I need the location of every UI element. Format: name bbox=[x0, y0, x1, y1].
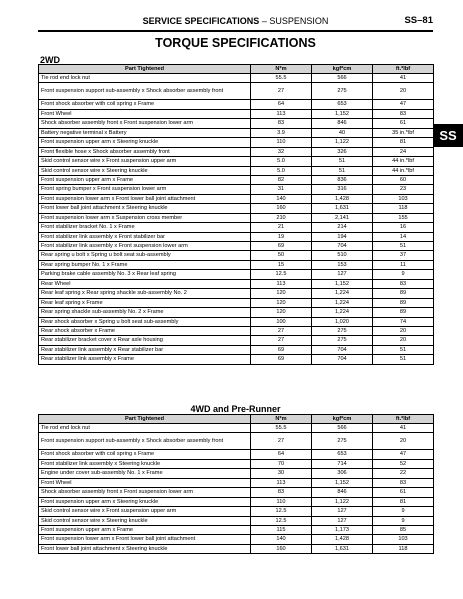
torque-ftlbf-cell: 51 bbox=[373, 242, 434, 251]
table-row bbox=[39, 478, 434, 487]
table-row bbox=[39, 317, 434, 326]
torque-nm-cell: 64 bbox=[251, 450, 312, 459]
torque-ftlbf-cell: 20 bbox=[373, 433, 434, 450]
part-tightened-cell: Front shock absorber with coil spring x Frame bbox=[39, 450, 251, 459]
torque-kgfcm-cell: 1,152 bbox=[312, 478, 373, 487]
torque-kgfcm-cell: 846 bbox=[312, 488, 373, 497]
torque-nm-cell: 50 bbox=[251, 251, 312, 260]
torque-nm-cell: 3.9 bbox=[251, 128, 312, 137]
torque-ftlbf-cell: 47 bbox=[373, 450, 434, 459]
part-tightened-cell: Front suspension upper arm x Frame bbox=[39, 525, 251, 534]
torque-kgfcm-cell: 316 bbox=[312, 185, 373, 194]
torque-ftlbf-cell: 9 bbox=[373, 270, 434, 279]
torque-table-2wd bbox=[38, 64, 434, 365]
torque-nm-cell: 83 bbox=[251, 119, 312, 128]
part-tightened-cell: Front suspension upper arm x Frame bbox=[39, 175, 251, 184]
part-tightened-cell: Tie rod end lock nut bbox=[39, 424, 251, 433]
table-row bbox=[39, 251, 434, 260]
torque-nm-cell: 83 bbox=[251, 488, 312, 497]
torque-nm-cell: 210 bbox=[251, 213, 312, 222]
part-tightened-cell: Rear leaf spring x Frame bbox=[39, 298, 251, 307]
torque-nm-cell: 69 bbox=[251, 242, 312, 251]
table-row bbox=[39, 355, 434, 364]
torque-ftlbf-cell: 44 in.*lbf bbox=[373, 157, 434, 166]
torque-nm-cell: 120 bbox=[251, 298, 312, 307]
torque-nm-cell: 70 bbox=[251, 459, 312, 468]
torque-kgfcm-cell: 566 bbox=[312, 74, 373, 83]
part-tightened-cell: Front suspension upper arm x Steering knuckle bbox=[39, 138, 251, 147]
table-row bbox=[39, 100, 434, 109]
table-row bbox=[39, 535, 434, 544]
table-row bbox=[39, 433, 434, 450]
table-row bbox=[39, 289, 434, 298]
part-tightened-cell: Front stabilizer bracket No. 1 x Frame bbox=[39, 223, 251, 232]
torque-kgfcm-cell: 275 bbox=[312, 326, 373, 335]
column-header-ftlbf: ft.*lbf bbox=[373, 65, 434, 74]
part-tightened-cell: Front lower ball joint attachment x Steering knuckle bbox=[39, 204, 251, 213]
torque-kgfcm-cell: 275 bbox=[312, 433, 373, 450]
column-header-nm: N*m bbox=[251, 415, 312, 424]
part-tightened-cell: Front suspension lower arm x Suspension cross member bbox=[39, 213, 251, 222]
table-row bbox=[39, 424, 434, 433]
torque-kgfcm-cell: 1,224 bbox=[312, 289, 373, 298]
torque-ftlbf-cell: 20 bbox=[373, 336, 434, 345]
part-tightened-cell: Rear shock absorber x Spring u bolt seat sub-assembly bbox=[39, 317, 251, 326]
torque-nm-cell: 30 bbox=[251, 469, 312, 478]
torque-ftlbf-cell: 118 bbox=[373, 544, 434, 553]
table-row bbox=[39, 194, 434, 203]
table-header-row bbox=[39, 65, 434, 74]
torque-kgfcm-cell: 1,428 bbox=[312, 535, 373, 544]
torque-ftlbf-cell: 61 bbox=[373, 488, 434, 497]
table-row bbox=[39, 270, 434, 279]
part-tightened-cell: Front suspension upper arm x Steering knuckle bbox=[39, 497, 251, 506]
torque-nm-cell: 21 bbox=[251, 223, 312, 232]
torque-ftlbf-cell: 20 bbox=[373, 326, 434, 335]
page-title: TORQUE SPECIFICATIONS bbox=[155, 36, 316, 50]
torque-nm-cell: 120 bbox=[251, 289, 312, 298]
torque-ftlbf-cell: 51 bbox=[373, 345, 434, 354]
torque-ftlbf-cell: 51 bbox=[373, 355, 434, 364]
torque-nm-cell: 140 bbox=[251, 194, 312, 203]
column-header-part: Part Tightened bbox=[39, 415, 251, 424]
part-tightened-cell: Battery negative terminal x Battery bbox=[39, 128, 251, 137]
torque-ftlbf-cell: 24 bbox=[373, 147, 434, 156]
torque-nm-cell: 5.0 bbox=[251, 166, 312, 175]
torque-kgfcm-cell: 653 bbox=[312, 100, 373, 109]
table-row bbox=[39, 450, 434, 459]
torque-ftlbf-cell: 22 bbox=[373, 469, 434, 478]
torque-ftlbf-cell: 35 in.*lbf bbox=[373, 128, 434, 137]
torque-nm-cell: 15 bbox=[251, 260, 312, 269]
torque-nm-cell: 64 bbox=[251, 100, 312, 109]
torque-ftlbf-cell: 14 bbox=[373, 232, 434, 241]
torque-kgfcm-cell: 51 bbox=[312, 166, 373, 175]
part-tightened-cell: Rear spring u bolt x Spring u bolt seat sub-assembly bbox=[39, 251, 251, 260]
torque-ftlbf-cell: 60 bbox=[373, 175, 434, 184]
torque-kgfcm-cell: 275 bbox=[312, 336, 373, 345]
torque-ftlbf-cell: 83 bbox=[373, 109, 434, 118]
table-row bbox=[39, 83, 434, 100]
part-tightened-cell: Shock absorber assembly front x Front suspension lower arm bbox=[39, 488, 251, 497]
torque-kgfcm-cell: 1,631 bbox=[312, 544, 373, 553]
torque-kgfcm-cell: 714 bbox=[312, 459, 373, 468]
torque-kgfcm-cell: 127 bbox=[312, 507, 373, 516]
torque-nm-cell: 69 bbox=[251, 345, 312, 354]
part-tightened-cell: Skid control sensor wire x Steering knuckle bbox=[39, 166, 251, 175]
torque-nm-cell: 27 bbox=[251, 83, 312, 100]
table-row bbox=[39, 128, 434, 137]
part-tightened-cell: Tie rod end lock nut bbox=[39, 74, 251, 83]
part-tightened-cell: Rear spring bumper No. 1 x Frame bbox=[39, 260, 251, 269]
torque-ftlbf-cell: 155 bbox=[373, 213, 434, 222]
torque-kgfcm-cell: 306 bbox=[312, 469, 373, 478]
torque-ftlbf-cell: 9 bbox=[373, 516, 434, 525]
table-row bbox=[39, 147, 434, 156]
torque-kgfcm-cell: 40 bbox=[312, 128, 373, 137]
table-row bbox=[39, 157, 434, 166]
table-row bbox=[39, 308, 434, 317]
part-tightened-cell: Front flexible hose x Shock absorber assembly front bbox=[39, 147, 251, 156]
torque-nm-cell: 140 bbox=[251, 535, 312, 544]
torque-nm-cell: 160 bbox=[251, 204, 312, 213]
torque-kgfcm-cell: 127 bbox=[312, 516, 373, 525]
table-row bbox=[39, 459, 434, 468]
torque-ftlbf-cell: 81 bbox=[373, 138, 434, 147]
section-label-4wd: 4WD and Pre-Runner bbox=[190, 404, 281, 414]
column-header-kgfcm: kgf*cm bbox=[312, 415, 373, 424]
torque-nm-cell: 160 bbox=[251, 544, 312, 553]
part-tightened-cell: Engine under cover sub-assembly No. 1 x Frame bbox=[39, 469, 251, 478]
table-row bbox=[39, 279, 434, 288]
torque-ftlbf-cell: 9 bbox=[373, 507, 434, 516]
torque-ftlbf-cell: 61 bbox=[373, 119, 434, 128]
torque-nm-cell: 19 bbox=[251, 232, 312, 241]
torque-kgfcm-cell: 653 bbox=[312, 450, 373, 459]
torque-ftlbf-cell: 85 bbox=[373, 525, 434, 534]
torque-kgfcm-cell: 194 bbox=[312, 232, 373, 241]
torque-ftlbf-cell: 83 bbox=[373, 478, 434, 487]
part-tightened-cell: Front stabilizer link assembly x Front suspension lower arm bbox=[39, 242, 251, 251]
torque-ftlbf-cell: 89 bbox=[373, 308, 434, 317]
table-row bbox=[39, 469, 434, 478]
torque-nm-cell: 113 bbox=[251, 109, 312, 118]
part-tightened-cell: Skid control sensor wire x Front suspension upper arm bbox=[39, 507, 251, 516]
part-tightened-cell: Rear stabilizer link assembly x Rear stabilizer bar bbox=[39, 345, 251, 354]
torque-nm-cell: 12.5 bbox=[251, 516, 312, 525]
table-row bbox=[39, 119, 434, 128]
torque-ftlbf-cell: 47 bbox=[373, 100, 434, 109]
torque-ftlbf-cell: 103 bbox=[373, 535, 434, 544]
torque-kgfcm-cell: 1,631 bbox=[312, 204, 373, 213]
part-tightened-cell: Rear shock absorber x Frame bbox=[39, 326, 251, 335]
table-row bbox=[39, 326, 434, 335]
table-row bbox=[39, 232, 434, 241]
torque-kgfcm-cell: 326 bbox=[312, 147, 373, 156]
torque-nm-cell: 82 bbox=[251, 175, 312, 184]
table-row bbox=[39, 516, 434, 525]
torque-kgfcm-cell: 2,141 bbox=[312, 213, 373, 222]
section-label-2wd: 2WD bbox=[40, 55, 60, 65]
table-row bbox=[39, 345, 434, 354]
torque-kgfcm-cell: 1,428 bbox=[312, 194, 373, 203]
part-tightened-cell: Parking brake cable assembly No. 3 x Rear leaf spring bbox=[39, 270, 251, 279]
torque-ftlbf-cell: 103 bbox=[373, 194, 434, 203]
table-row bbox=[39, 497, 434, 506]
table-row bbox=[39, 109, 434, 118]
table-row bbox=[39, 74, 434, 83]
part-tightened-cell: Rear spring shackle sub-assembly No. 2 x Frame bbox=[39, 308, 251, 317]
torque-nm-cell: 110 bbox=[251, 138, 312, 147]
part-tightened-cell: Skid control sensor wire x Front suspension upper arm bbox=[39, 157, 251, 166]
part-tightened-cell: Front suspension support sub-assembly x Shock absorber assembly front bbox=[39, 83, 251, 100]
torque-ftlbf-cell: 44 in.*lbf bbox=[373, 166, 434, 175]
table-row bbox=[39, 488, 434, 497]
torque-nm-cell: 113 bbox=[251, 478, 312, 487]
part-tightened-cell: Rear stabilizer bracket cover x Rear axle housing bbox=[39, 336, 251, 345]
torque-ftlbf-cell: 83 bbox=[373, 279, 434, 288]
torque-nm-cell: 27 bbox=[251, 336, 312, 345]
torque-ftlbf-cell: 16 bbox=[373, 223, 434, 232]
header-title bbox=[38, 14, 433, 28]
torque-nm-cell: 27 bbox=[251, 326, 312, 335]
torque-kgfcm-cell: 1,224 bbox=[312, 308, 373, 317]
table-row bbox=[39, 166, 434, 175]
part-tightened-cell: Front spring bumper x Front suspension lower arm bbox=[39, 185, 251, 194]
torque-kgfcm-cell: 704 bbox=[312, 355, 373, 364]
torque-nm-cell: 113 bbox=[251, 279, 312, 288]
section-tab-ss: SS bbox=[433, 124, 463, 147]
torque-kgfcm-cell: 214 bbox=[312, 223, 373, 232]
torque-kgfcm-cell: 1,152 bbox=[312, 109, 373, 118]
torque-nm-cell: 12.5 bbox=[251, 507, 312, 516]
torque-nm-cell: 12.5 bbox=[251, 270, 312, 279]
torque-ftlbf-cell: 23 bbox=[373, 185, 434, 194]
column-header-nm: N*m bbox=[251, 65, 312, 74]
torque-kgfcm-cell: 1,173 bbox=[312, 525, 373, 534]
part-tightened-cell: Front suspension support sub-assembly x Shock absorber assembly front bbox=[39, 433, 251, 450]
torque-kgfcm-cell: 1,020 bbox=[312, 317, 373, 326]
torque-table-4wd bbox=[38, 414, 434, 554]
torque-ftlbf-cell: 37 bbox=[373, 251, 434, 260]
torque-kgfcm-cell: 704 bbox=[312, 345, 373, 354]
table-row bbox=[39, 213, 434, 222]
torque-kgfcm-cell: 127 bbox=[312, 270, 373, 279]
part-tightened-cell: Front shock absorber with coil spring x Frame bbox=[39, 100, 251, 109]
part-tightened-cell: Front lower ball joint attachment x Steering knuckle bbox=[39, 544, 251, 553]
part-tightened-cell: Front Wheel bbox=[39, 109, 251, 118]
torque-kgfcm-cell: 1,122 bbox=[312, 138, 373, 147]
torque-nm-cell: 27 bbox=[251, 433, 312, 450]
torque-ftlbf-cell: 41 bbox=[373, 74, 434, 83]
torque-ftlbf-cell: 89 bbox=[373, 298, 434, 307]
torque-kgfcm-cell: 846 bbox=[312, 119, 373, 128]
torque-ftlbf-cell: 52 bbox=[373, 459, 434, 468]
torque-kgfcm-cell: 566 bbox=[312, 424, 373, 433]
torque-kgfcm-cell: 1,224 bbox=[312, 298, 373, 307]
torque-nm-cell: 55.5 bbox=[251, 74, 312, 83]
torque-kgfcm-cell: 510 bbox=[312, 251, 373, 260]
part-tightened-cell: Front stabilizer link assembly x Front stabilizer bar bbox=[39, 232, 251, 241]
torque-nm-cell: 31 bbox=[251, 185, 312, 194]
torque-nm-cell: 120 bbox=[251, 308, 312, 317]
table-row bbox=[39, 544, 434, 553]
page-number: SS–81 bbox=[404, 15, 433, 26]
torque-nm-cell: 32 bbox=[251, 147, 312, 156]
torque-nm-cell: 100 bbox=[251, 317, 312, 326]
torque-ftlbf-cell: 41 bbox=[373, 424, 434, 433]
table-row bbox=[39, 223, 434, 232]
torque-kgfcm-cell: 275 bbox=[312, 83, 373, 100]
table-row bbox=[39, 260, 434, 269]
part-tightened-cell: Rear Wheel bbox=[39, 279, 251, 288]
part-tightened-cell: Front stabilizer link assembly x Steering knuckle bbox=[39, 459, 251, 468]
torque-ftlbf-cell: 11 bbox=[373, 260, 434, 269]
table-row bbox=[39, 175, 434, 184]
column-header-kgfcm: kgf*cm bbox=[312, 65, 373, 74]
torque-ftlbf-cell: 74 bbox=[373, 317, 434, 326]
torque-kgfcm-cell: 1,152 bbox=[312, 279, 373, 288]
torque-kgfcm-cell: 153 bbox=[312, 260, 373, 269]
table-header-row bbox=[39, 415, 434, 424]
torque-ftlbf-cell: 118 bbox=[373, 204, 434, 213]
part-tightened-cell: Shock absorber assembly front x Front suspension lower arm bbox=[39, 119, 251, 128]
table-row bbox=[39, 525, 434, 534]
table-row bbox=[39, 507, 434, 516]
table-row bbox=[39, 138, 434, 147]
part-tightened-cell: Rear leaf spring x Rear spring shackle sub-assembly No. 2 bbox=[39, 289, 251, 298]
torque-nm-cell: 55.5 bbox=[251, 424, 312, 433]
header-divider bbox=[38, 30, 433, 32]
table-row bbox=[39, 336, 434, 345]
header-separator: – bbox=[261, 16, 267, 26]
torque-nm-cell: 69 bbox=[251, 355, 312, 364]
header-section-name: SERVICE SPECIFICATIONS bbox=[142, 16, 260, 26]
torque-ftlbf-cell: 89 bbox=[373, 289, 434, 298]
part-tightened-cell: Skid control sensor wire x Steering knuckle bbox=[39, 516, 251, 525]
table-row bbox=[39, 185, 434, 194]
torque-nm-cell: 110 bbox=[251, 497, 312, 506]
torque-ftlbf-cell: 81 bbox=[373, 497, 434, 506]
header-subject: SUSPENSION bbox=[269, 16, 329, 26]
part-tightened-cell: Front suspension lower arm x Front lower ball joint attachment bbox=[39, 535, 251, 544]
torque-nm-cell: 5.0 bbox=[251, 157, 312, 166]
torque-kgfcm-cell: 704 bbox=[312, 242, 373, 251]
torque-ftlbf-cell: 20 bbox=[373, 83, 434, 100]
table-row bbox=[39, 242, 434, 251]
part-tightened-cell: Front Wheel bbox=[39, 478, 251, 487]
page-header bbox=[38, 14, 433, 28]
part-tightened-cell: Front suspension lower arm x Front lower ball joint attachment bbox=[39, 194, 251, 203]
part-tightened-cell: Rear stabilizer link assembly x Frame bbox=[39, 355, 251, 364]
torque-kgfcm-cell: 51 bbox=[312, 157, 373, 166]
torque-kgfcm-cell: 1,122 bbox=[312, 497, 373, 506]
torque-kgfcm-cell: 836 bbox=[312, 175, 373, 184]
column-header-ftlbf: ft.*lbf bbox=[373, 415, 434, 424]
table-row bbox=[39, 298, 434, 307]
table-row bbox=[39, 204, 434, 213]
torque-nm-cell: 115 bbox=[251, 525, 312, 534]
column-header-part: Part Tightened bbox=[39, 65, 251, 74]
